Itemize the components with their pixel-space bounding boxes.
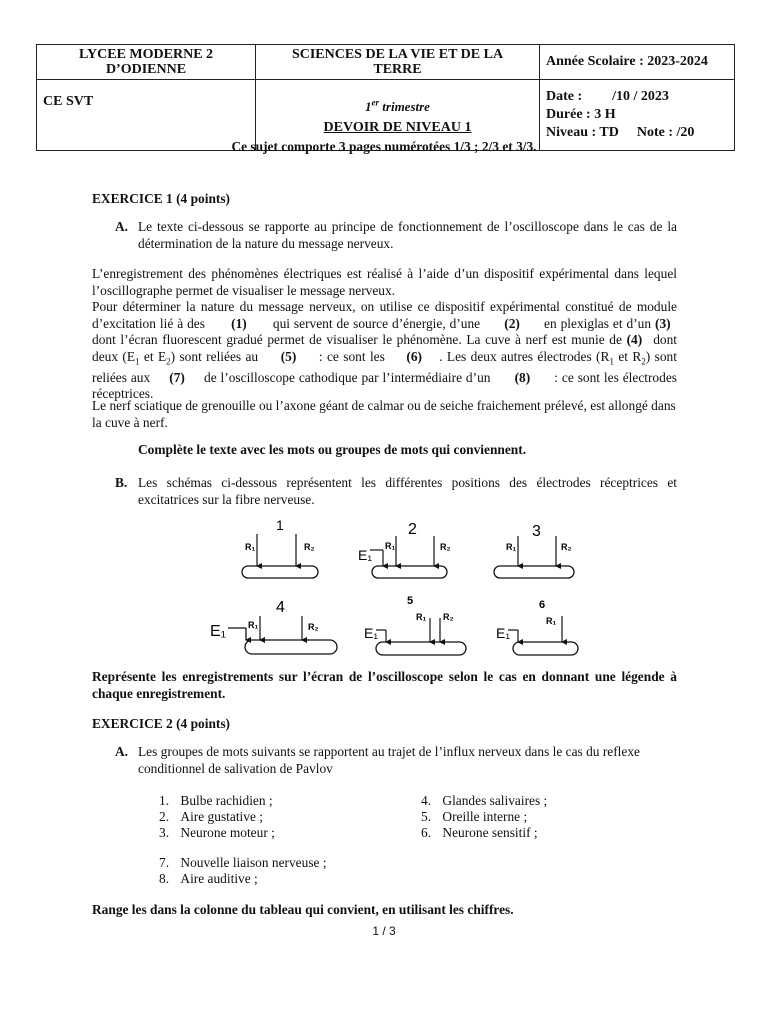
ex2-title: EXERCICE 2 (4 points)	[92, 716, 231, 731]
ex1-a-letter: A.	[115, 219, 129, 234]
r2-label-4: R₂	[308, 622, 319, 632]
r1-label-1: R₁	[245, 542, 256, 552]
e1-label-5: E₁	[364, 625, 379, 641]
school-year-cell	[540, 45, 735, 80]
subject-cell	[256, 45, 540, 80]
r2-label-2: R₂	[440, 542, 451, 552]
diagram-3-number: 3	[532, 523, 541, 540]
diagram-1-number: 1	[276, 517, 284, 533]
r1-label-5: R₁	[416, 612, 427, 622]
blank-3: (3)	[655, 315, 671, 331]
header-table	[36, 44, 735, 151]
e1-label-2: E₁	[358, 547, 373, 563]
blank-4: (4)	[626, 332, 643, 347]
level-grade: Niveau : TD Note : /20	[546, 125, 695, 140]
blank-7: (7)	[169, 369, 185, 385]
diagram-6	[496, 599, 578, 655]
blank-2: (2)	[504, 315, 520, 331]
r2-label-1: R₂	[304, 542, 315, 552]
diagram-5-number: 5	[407, 595, 414, 607]
list-item: 2. Aire gustative ;	[159, 809, 263, 824]
ex1-paragraph-1: L’enregistrement des phénomènes électriques est réalisé à l’aide d’un dispositif expérimental dans lequel l’oscillographe permet de visualiser le message nerveux.	[92, 266, 677, 298]
ex1-b-letter: B.	[115, 475, 128, 490]
ex2-a-text: Les groupes de mots suivants se rapportent au trajet de l’influx nerveux dans le cas du reflexe conditionnel de salivation de Pavlov	[138, 744, 640, 776]
diagram-5	[364, 595, 466, 655]
ex1-paragraph-2: Pour déterminer la nature du message nerveux, on utilise ce dispositif expérimental constitué de module d’excitation lié à des (1) qui servent de source d’énergie, d’une (2) en plexiglas et d’un (3) dont l’écran fluorescent gradué permet de visualiser le phénomène. La cuve à nerf est munie de (4) dont deux ($E_1$ et $E_2$) sont reliées au (5) : ce sont les (6) . Les deux autres électrodes ($R_1$ et $R_2$) sont reliées aux (7) de l’oscilloscope cathodique par l’intermédiaire d’un (8) : ce sont les électrodes réceptrices.	[92, 299, 677, 402]
ex1-a-text: Le texte ci-dessous se rapporte au principe de fonctionnement de l’oscilloscope dans le cas de la détermination de la nature du message nerveux.	[138, 219, 677, 251]
diagram-4-number: 4	[276, 599, 285, 616]
nerve-fiber-2	[372, 566, 447, 578]
school-line-1: LYCEE MODERNE 2	[78, 47, 214, 62]
electrode-diagrams	[200, 512, 580, 662]
diagram-2	[358, 521, 451, 578]
duration: Durée : 3 H	[546, 107, 616, 122]
blank-6: (6)	[406, 348, 423, 364]
blank-1: (1)	[231, 315, 247, 331]
list-item: 5. Oreille interne ;	[421, 809, 528, 824]
r1-label-6: R₁	[546, 616, 557, 626]
blank-5: (5)	[280, 348, 297, 364]
list-item: 4. Glandes salivaires ;	[421, 793, 548, 808]
trimester: 1er trimestre	[365, 97, 430, 114]
diagram-1	[242, 517, 318, 578]
diagram-4	[210, 599, 337, 654]
ex2-instruction: Range les dans la colonne du tableau qui convient, en utilisant les chiffres.	[92, 902, 514, 917]
nerve-fiber-4	[245, 640, 337, 654]
exam-title: DEVOIR DE NIVEAU 1	[323, 119, 472, 135]
list-item: 7. Nouvelle liaison nerveuse ;	[159, 855, 327, 870]
ex1-b-text: Les schémas ci-dessous représentent les différentes positions des électrodes réceptrices et excitatrices sur la fibre nerveuse.	[138, 475, 677, 507]
list-item: 3. Neurone moteur ;	[159, 825, 275, 840]
r1-label-3: R₁	[506, 542, 517, 552]
e1-label-4: E₁	[210, 623, 227, 640]
blank-8: (8)	[514, 369, 531, 385]
r2-label-3: R₂	[561, 542, 572, 552]
nerve-fiber-3	[494, 566, 574, 578]
ex1-instruction-b: Représente les enregistrements sur l’écran de l’oscilloscope selon le cas en donnant une légende à chaque enregistrement.	[92, 669, 677, 701]
nerve-fiber-1	[242, 566, 318, 578]
r1-label-2: R₁	[385, 541, 396, 551]
subject-line-1: SCIENCES DE LA VIE ET DE LA	[291, 47, 504, 62]
list-item: 8. Aire auditive ;	[159, 871, 258, 886]
ex2-a-letter: A.	[115, 744, 129, 759]
nerve-fiber-6	[513, 642, 578, 655]
date-line: Date : /10 / 2023	[546, 89, 669, 104]
ex1-paragraph-3: Le nerf sciatique de grenouille ou l’axone géant de calmar ou de seiche fraichement prélevé, est allongé dans la cuve à nerf.	[92, 398, 676, 430]
diagram-6-number: 6	[539, 599, 546, 611]
pages-note: Ce sujet comporte 3 pages numérotées 1/3 ; 2/3 et 3/3.	[231, 139, 537, 154]
nerve-fiber-5	[376, 642, 466, 655]
school-year: Année Scolaire : 2023-2024	[546, 54, 708, 69]
e1-label-6: E₁	[496, 625, 511, 641]
department: CE SVT	[43, 94, 94, 109]
r1-label-4: R₁	[248, 620, 259, 630]
diagram-2-number: 2	[408, 521, 417, 538]
r2-label-5: R₂	[443, 612, 454, 622]
page-number: 1 / 3	[372, 924, 396, 938]
diagram-3	[494, 523, 574, 578]
ex1-instruction-a: Complète le texte avec les mots ou groupes de mots qui conviennent.	[138, 442, 527, 457]
school-name-cell	[37, 45, 256, 80]
school-line-2: D’ODIENNE	[105, 62, 187, 77]
list-item: 6. Neurone sensitif ;	[421, 825, 538, 840]
subject-line-2: TERRE	[373, 62, 422, 77]
ex1-title: EXERCICE 1 (4 points)	[92, 191, 231, 206]
list-item: 1. Bulbe rachidien ;	[159, 793, 273, 808]
